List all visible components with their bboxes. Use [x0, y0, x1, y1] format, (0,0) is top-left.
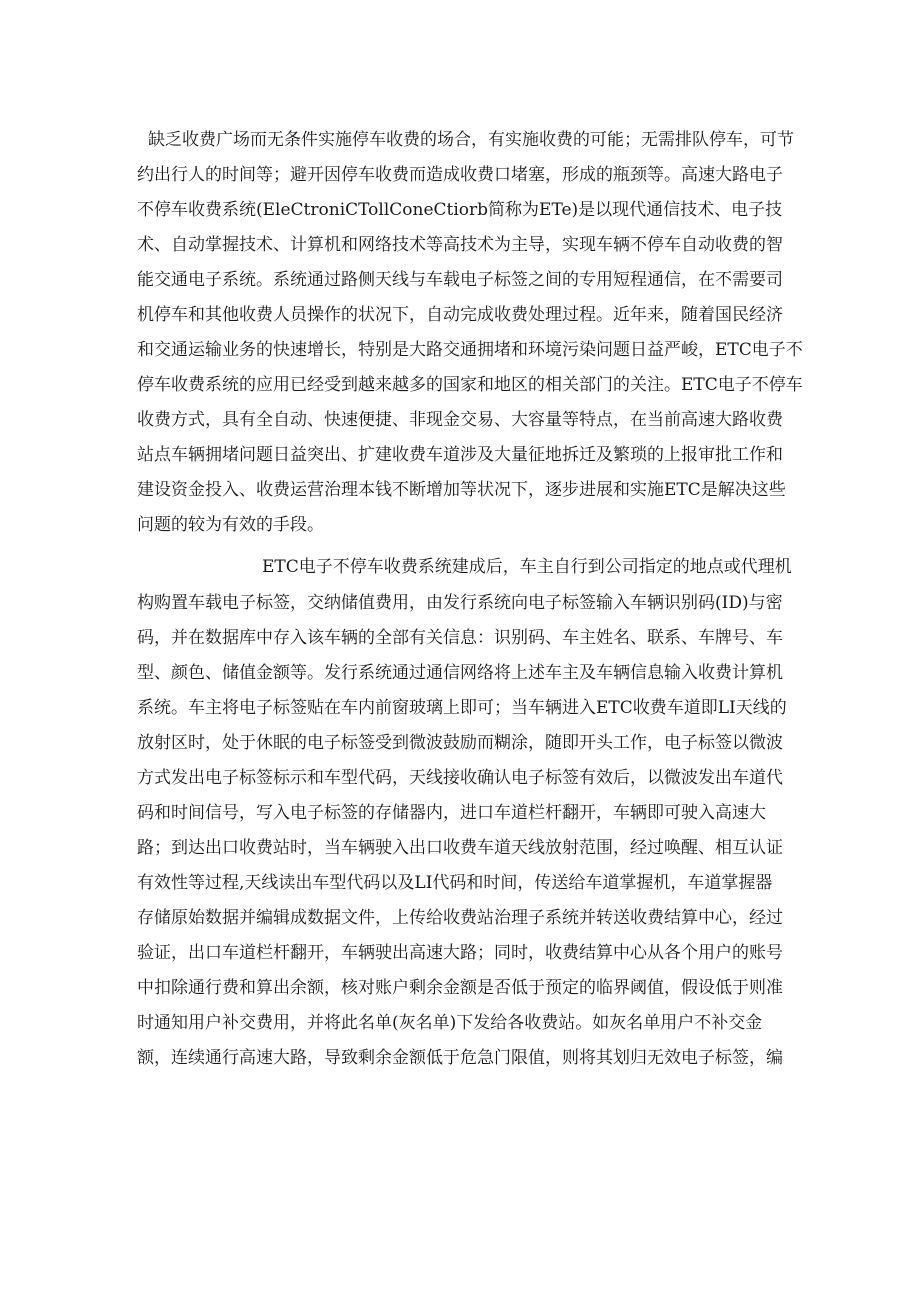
- text-line: ETC电子不停车收费系统建成后，车主自行到公司指定的地点或代理机: [262, 557, 792, 577]
- text-line: 型、颜色、储值金额等。发行系统通过通信网络将上述车主及车辆信息输入收费计算机: [137, 663, 783, 683]
- text-line: 时通知用户补交费用，并将此名单(灰名单)下发给各收费站。如灰名单用户不补交金: [137, 1013, 763, 1033]
- text-line: 方式发出电子标签标示和车型代码，天线接收确认电子标签有效后，以微波发出车道代: [137, 768, 783, 788]
- text-line: 路；到达出口收费站时，当车辆驶入出口收费车道天线放射范围，经过唤醒、相互认证: [137, 838, 783, 858]
- text-line: 建设资金投入、收费运营治理本钱不断增加等状况下，逐步进展和实施ETC是解决这些: [137, 480, 786, 500]
- text-line: 码和时间信号，写入电子标签的存储器内，进口车道栏杆翻开，车辆即可驶入高速大: [137, 803, 766, 823]
- text-line: 不停车收费系统(EleCtroniCTollConeCtiorb简称为ETe)是以现代通信技术、电子技: [137, 200, 783, 220]
- text-line: 约出行人的时间等；避开因停车收费而造成收费口堵塞，形成的瓶颈等。高速大路电子: [137, 165, 783, 185]
- text-line: 能交通电子系统。系统通过路侧天线与车载电子标签之间的专用短程通信，在不需要司: [137, 270, 783, 290]
- text-line: 停车收费系统的应用已经受到越来越多的国家和地区的相关部门的关注。ETC电子不停车: [137, 375, 803, 395]
- text-line: 构购置车载电子标签，交纳储值费用，由发行系统向电子标签输入车辆识别码(ID)与密: [137, 593, 783, 613]
- text-line: 放射区时，处于休眠的电子标签受到微波鼓励而糊涂，随即开头工作，电子标签以微波: [137, 733, 783, 753]
- text-line: 缺乏收费广场而无条件实施停车收费的场合，有实施收费的可能；无需排队停车，可节: [148, 130, 794, 150]
- text-line: 存储原始数据并编辑成数据文件，上传给收费站治理子系统并转送收费结算中心，经过: [137, 908, 783, 928]
- text-line: 系统。车主将电子标签贴在车内前窗玻璃上即可；当车辆进入ETC收费车道即LI天线的: [137, 698, 787, 718]
- text-line: 术、自动掌握技术、计算机和网络技术等高技术为主导，实现车辆不停车自动收费的智: [137, 235, 783, 255]
- text-line: 中扣除通行费和算出余额，核对账户剩余金额是否低于预定的临界阈值，假设低于则准: [137, 978, 783, 998]
- text-line: 机停车和其他收费人员操作的状况下，自动完成收费处理过程。近年来，随着国民经济: [137, 305, 783, 325]
- text-line: 和交通运输业务的快速增长，特别是大路交通拥堵和环境污染问题日益严峻，ETC电子不: [137, 340, 803, 360]
- text-line: 站点车辆拥堵问题日益突出、扩建收费车道涉及大量征地拆迁及繁琐的上报审批工作和: [137, 445, 783, 465]
- text-line: 问题的较为有效的手段。: [137, 515, 324, 535]
- text-line: 码，并在数据库中存入该车辆的全部有关信息：识别码、车主姓名、联系、车牌号、车: [137, 628, 783, 648]
- text-line: 收费方式，具有全自动、快速便捷、非现金交易、大容量等特点，在当前高速大路收费: [137, 410, 783, 430]
- text-line: 有效性等过程,天线读出车型代码以及LI代码和时间，传送给车道掌握机，车道掌握器: [137, 873, 773, 893]
- text-line: 额，连续通行高速大路，导致剩余金额低于危急门限值，则将其划归无效电子标签，编: [137, 1048, 783, 1068]
- text-line: 验证，出口车道栏杆翻开，车辆驶出高速大路；同时，收费结算中心从各个用户的账号: [137, 943, 783, 963]
